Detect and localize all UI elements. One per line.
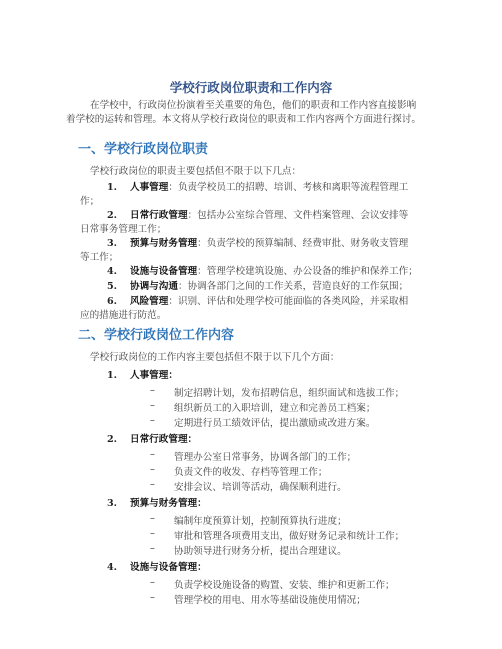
sub-item: 编制年度预算计划，控制预算执行进度； — [174, 516, 347, 527]
dash-bullet: – — [150, 528, 155, 539]
sub-item: 制定招聘计划，发布招聘信息，组织面试和选拔工作； — [174, 388, 405, 399]
item-continuation: 等工作； — [80, 252, 119, 263]
item-label: 人事管理 — [130, 182, 169, 193]
dash-bullet: – — [150, 400, 155, 411]
group-number: 4. — [107, 562, 118, 573]
dash-bullet: – — [150, 577, 155, 588]
dash-bullet: – — [150, 543, 155, 554]
item-continuation: 应的措施进行防范。 — [80, 310, 167, 321]
item-label: 日常行政管理 — [130, 210, 188, 221]
section2-group-heading — [90, 369, 178, 383]
section1-item — [80, 295, 409, 323]
item-continuation: 作； — [80, 196, 100, 207]
group-label: 人事管理： — [130, 370, 178, 381]
section2-group-heading — [90, 497, 207, 511]
item-text: ：管理学校建筑设施、办公设备的维护和保养工作； — [197, 266, 418, 277]
section2-lead: 学校行政岗位的工作内容主要包括但不限于以下几个方面： — [90, 352, 340, 363]
dash-bullet: – — [150, 513, 155, 524]
group-number: 2. — [107, 434, 118, 445]
section1-item — [90, 265, 418, 279]
item-number: 2. — [107, 210, 118, 221]
intro-line-2: 着学校的运转和管理。本文将从学校行政岗位的职责和工作内容两个方面进行探讨。 — [66, 114, 421, 125]
item-label: 协调与沟通 — [130, 281, 178, 292]
section2-group-heading — [90, 433, 197, 447]
sub-item: 定期进行员工绩效评估，提出激励或改进方案。 — [174, 418, 376, 429]
item-continuation: 日常事务管理工作； — [80, 224, 167, 235]
item-text: ：负责学校的预算编制、经费审批、财务收支管理 — [197, 238, 409, 249]
group-number: 1. — [107, 370, 118, 381]
page-title: 学校行政岗位职责和工作内容 — [169, 80, 333, 95]
sub-item: 审批和管理各项费用支出，做好财务记录和统计工作； — [174, 531, 405, 542]
sub-item: 负责学校设施设备的购置、安装、维护和更新工作； — [174, 580, 395, 591]
section1-heading: 一、学校行政岗位职责 — [78, 142, 209, 157]
group-label: 设施与设备管理： — [130, 562, 207, 573]
group-label: 日常行政管理： — [130, 434, 198, 445]
dash-bullet: – — [150, 449, 155, 460]
section1-lead: 学校行政岗位的职责主要包括但不限于以下几点： — [90, 166, 302, 177]
item-text: ：识别、评估和处理学校可能面临的各类风险，并采取相 — [168, 296, 409, 307]
item-label: 风险管理 — [130, 296, 169, 307]
item-text: ：包括办公室综合管理、文件档案管理、会议安排等 — [187, 210, 409, 221]
group-label: 预算与财务管理： — [130, 498, 207, 509]
intro-line-1: 在学校中，行政岗位扮演着至关重要的角色，他们的职责和工作内容直接影响 — [90, 100, 417, 111]
section1-item — [80, 181, 409, 209]
section1-item — [90, 280, 408, 294]
item-label: 预算与财务管理 — [130, 238, 198, 249]
intro-paragraph — [66, 99, 438, 127]
item-number: 5. — [107, 281, 118, 292]
item-number: 6. — [107, 296, 118, 307]
sub-item: 组织新员工的入职培训，建立和完善员工档案； — [174, 403, 376, 414]
sub-item: 管理办公室日常事务，协调各部门的工作； — [174, 452, 357, 463]
item-text: ：负责学校员工的招聘、培训、考核和离职等流程管理工 — [168, 182, 409, 193]
item-text: ：协调各部门之间的工作关系，营造良好的工作氛围； — [177, 281, 409, 292]
section2-group-heading — [90, 561, 207, 575]
section1-item — [80, 209, 409, 237]
item-number: 4. — [107, 266, 118, 277]
dash-bullet: – — [150, 479, 155, 490]
sub-item: 负责文件的收发、存档等管理工作； — [174, 467, 328, 478]
group-number: 3. — [107, 498, 118, 509]
dash-bullet: – — [150, 415, 155, 426]
sub-item: 协助领导进行财务分析，提出合理建议。 — [174, 546, 347, 557]
dash-bullet: – — [150, 592, 155, 603]
dash-bullet: – — [150, 464, 155, 475]
section1-item — [80, 237, 409, 265]
sub-item: 管理学校的用电、用水等基础设施使用情况； — [174, 595, 366, 606]
section2-heading: 二、学校行政岗位工作内容 — [78, 328, 235, 343]
dash-bullet: – — [150, 385, 155, 396]
item-number: 3. — [107, 238, 118, 249]
sub-item: 安排会议、培训等活动，确保顺利进行。 — [174, 482, 347, 493]
item-number: 1. — [107, 182, 118, 193]
item-label: 设施与设备管理 — [130, 266, 198, 277]
